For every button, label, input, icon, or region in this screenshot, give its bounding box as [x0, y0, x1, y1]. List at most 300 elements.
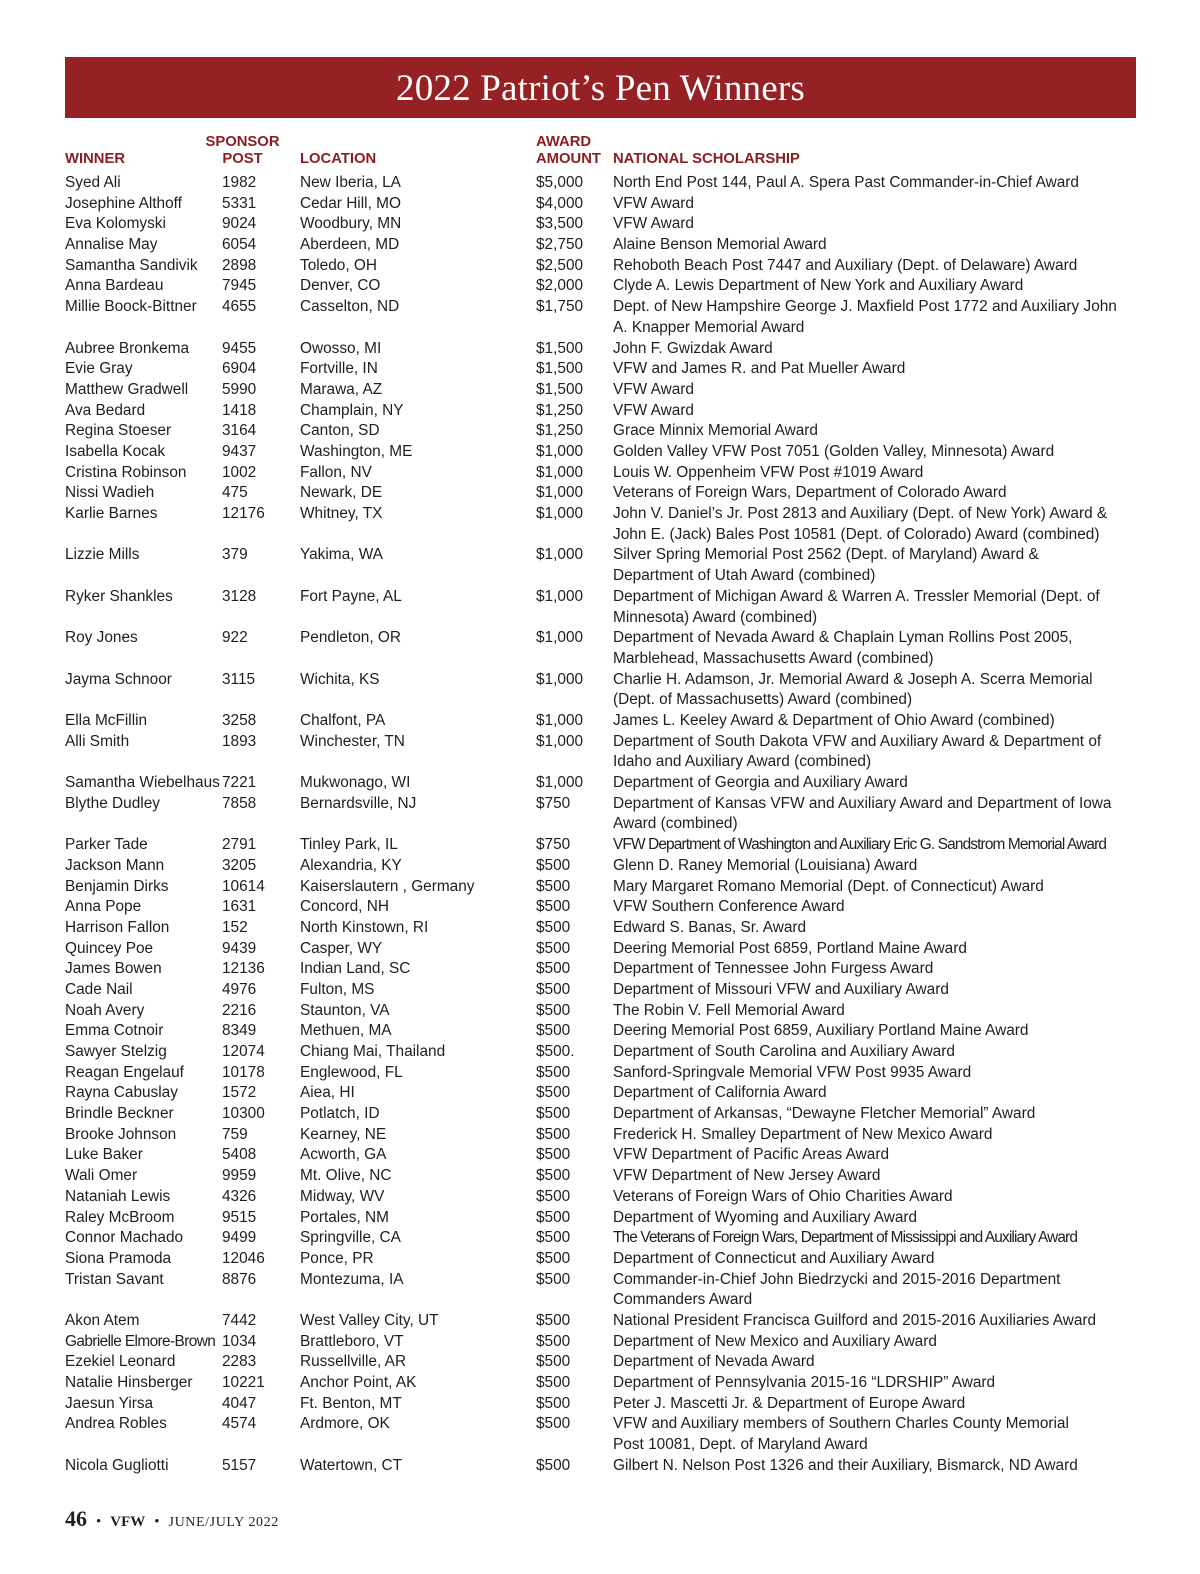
- national-scholarship: [613, 297, 1138, 338]
- award-amount: $1,000: [536, 484, 584, 502]
- scholarship-line: Glenn D. Raney Memorial (Louisiana) Award: [613, 856, 918, 874]
- scholarship-line: Department of Nevada Award: [613, 1353, 815, 1371]
- sponsor-post: 10221: [222, 1374, 265, 1392]
- sponsor-post: 12136: [222, 960, 265, 978]
- winner-name: Siona Pramoda: [65, 1249, 172, 1267]
- sponsor-post: 12176: [222, 505, 265, 523]
- location: Fulton, MS: [300, 980, 375, 998]
- scholarship-line: North End Post 144, Paul A. Spera Past Commander-in-Chief Award: [613, 174, 1079, 191]
- national-scholarship: [613, 173, 1138, 194]
- scholarship-line: VFW Department of New Jersey Award: [613, 1167, 881, 1185]
- winner-name: Aubree Bronkema: [65, 339, 190, 357]
- winner-name: Regina Stoeser: [65, 422, 172, 440]
- sponsor-post: 7858: [222, 794, 257, 812]
- scholarship-line: Gilbert N. Nelson Post 1326 and their Auxiliary, Bismarck, ND Award: [613, 1456, 1078, 1474]
- sponsor-post: 4655: [222, 298, 257, 316]
- table-header: [0, 128, 1200, 168]
- winner-name: Akon Atem: [65, 1311, 140, 1329]
- award-amount: $3,500: [536, 215, 584, 233]
- award-amount: $500: [536, 877, 571, 895]
- table-row: [0, 959, 1200, 980]
- award-amount: $750: [536, 794, 571, 812]
- national-scholarship: [613, 980, 1138, 1001]
- national-scholarship: [613, 1125, 1138, 1146]
- table-row: [0, 1166, 1200, 1187]
- winner-name: Anna Pope: [65, 898, 142, 916]
- sponsor-post: 10178: [222, 1063, 265, 1081]
- location: Aiea, HI: [300, 1084, 355, 1102]
- scholarship-line: National President Francisca Guilford and 2015-2016 Auxiliaries Award: [613, 1311, 1097, 1329]
- award-amount: $1,000: [536, 732, 584, 750]
- award-amount: $750: [536, 836, 571, 854]
- national-scholarship: [613, 276, 1138, 297]
- sponsor-post: 2791: [222, 836, 257, 854]
- table-row: [0, 877, 1200, 898]
- scholarship-line: Department of Michigan Award & Warren A. Tressler Memorial (Dept. of: [613, 587, 1100, 605]
- award-amount: $1,500: [536, 339, 584, 357]
- table-row: [0, 214, 1200, 235]
- national-scholarship: [613, 1104, 1138, 1125]
- scholarship-line: Edward S. Banas, Sr. Award: [613, 918, 807, 936]
- table-row: [0, 1063, 1200, 1084]
- scholarship-line: Frederick H. Smalley Department of New Mexico Award: [613, 1125, 993, 1143]
- table-row: [0, 359, 1200, 380]
- award-amount: $1,500: [536, 380, 584, 398]
- location: Denver, CO: [300, 277, 381, 295]
- header-national-scholarship: NATIONAL SCHOLARSHIP: [613, 151, 800, 167]
- national-scholarship: [613, 1187, 1138, 1208]
- national-scholarship: [613, 401, 1138, 422]
- table-row: [0, 1270, 1200, 1311]
- location: Mt. Olive, NC: [300, 1167, 392, 1185]
- award-amount: $500: [536, 1311, 571, 1329]
- table-row: [0, 297, 1200, 338]
- national-scholarship: [613, 1083, 1138, 1104]
- award-amount: $4,000: [536, 194, 584, 212]
- table-row: [0, 504, 1200, 545]
- winner-name: Josephine Althoff: [65, 194, 182, 212]
- national-scholarship: [613, 1311, 1138, 1332]
- award-amount: $1,000: [536, 463, 584, 481]
- sponsor-post: 1982: [222, 174, 257, 191]
- sponsor-post: 8349: [222, 1022, 257, 1040]
- scholarship-line: Charlie H. Adamson, Jr. Memorial Award & Joseph A. Scerra Memorial: [613, 670, 1093, 688]
- table-row: [0, 732, 1200, 773]
- location: Englewood, FL: [300, 1063, 403, 1081]
- award-amount: $500: [536, 856, 571, 874]
- winner-name: Roy Jones: [65, 629, 138, 647]
- header-award-amount: AWARD AMOUNT: [536, 134, 601, 167]
- award-amount: $500: [536, 918, 571, 936]
- location: Potlatch, ID: [300, 1105, 380, 1123]
- winner-name: Benjamin Dirks: [65, 877, 169, 895]
- magazine-name: VFW: [110, 1514, 146, 1530]
- national-scholarship: [613, 1270, 1138, 1311]
- scholarship-line: Award (combined): [613, 815, 738, 833]
- scholarship-line: VFW Southern Conference Award: [613, 898, 845, 916]
- table-row: [0, 421, 1200, 442]
- scholarship-line: Mary Margaret Romano Memorial (Dept. of Connecticut) Award: [613, 877, 1044, 895]
- winner-name: Andrea Robles: [65, 1415, 167, 1433]
- award-amount: $5,000: [536, 174, 584, 191]
- national-scholarship: [613, 835, 1138, 856]
- table-row: [0, 1187, 1200, 1208]
- winner-name: Raley McBroom: [65, 1208, 175, 1226]
- sponsor-post: 4047: [222, 1394, 257, 1412]
- table-row: [0, 587, 1200, 628]
- sponsor-post: 9024: [222, 215, 257, 233]
- location: Alexandria, KY: [300, 856, 402, 874]
- national-scholarship: [613, 1332, 1138, 1353]
- scholarship-line: Louis W. Oppenheim VFW Post #1019 Award: [613, 463, 924, 481]
- location: Ponce, PR: [300, 1249, 374, 1267]
- scholarship-line: Veterans of Foreign Wars of Ohio Charities Award: [613, 1187, 953, 1205]
- sponsor-post: 9959: [222, 1167, 257, 1185]
- scholarship-line: Clyde A. Lewis Department of New York and Auxiliary Award: [613, 277, 1024, 295]
- sponsor-post: 152: [222, 918, 248, 936]
- award-amount: $500: [536, 1146, 571, 1164]
- winner-name: Reagan Engelauf: [65, 1063, 184, 1081]
- winner-name: Jayma Schnoor: [65, 670, 172, 688]
- location: Bernardsville, NJ: [300, 794, 417, 812]
- winner-name: Eva Kolomyski: [65, 215, 166, 233]
- award-amount: $2,750: [536, 236, 584, 254]
- national-scholarship: [613, 670, 1138, 711]
- location: Montezuma, IA: [300, 1270, 404, 1288]
- national-scholarship: [613, 214, 1138, 235]
- table-row: [0, 794, 1200, 835]
- award-amount: $500: [536, 1022, 571, 1040]
- winner-name: Jaesun Yirsa: [65, 1394, 154, 1412]
- location: Fort Payne, AL: [300, 587, 402, 605]
- scholarship-line: Department of South Carolina and Auxiliary Award: [613, 1043, 955, 1060]
- winner-name: Isabella Kocak: [65, 442, 166, 460]
- sponsor-post: 759: [222, 1125, 248, 1143]
- winner-name: Annalise May: [65, 236, 158, 254]
- sponsor-post: 4574: [222, 1415, 257, 1433]
- sponsor-post: 379: [222, 546, 248, 564]
- scholarship-line: Deering Memorial Post 6859, Auxiliary Portland Maine Award: [613, 1022, 1029, 1040]
- national-scholarship: [613, 1352, 1138, 1373]
- sponsor-post: 2283: [222, 1353, 257, 1371]
- winner-name: Emma Cotnoir: [65, 1022, 164, 1040]
- location: New Iberia, LA: [300, 174, 401, 191]
- winner-name: Nataniah Lewis: [65, 1187, 171, 1205]
- table-row: [0, 1373, 1200, 1394]
- table-row: [0, 1332, 1200, 1353]
- sponsor-post: 475: [222, 484, 248, 502]
- sponsor-post: 3128: [222, 587, 257, 605]
- location: Tinley Park, IL: [300, 836, 398, 854]
- table-row: [0, 670, 1200, 711]
- location: Springville, CA: [300, 1229, 401, 1247]
- winner-name: Karlie Barnes: [65, 505, 158, 523]
- table-row: [0, 1352, 1200, 1373]
- location: Watertown, CT: [300, 1456, 403, 1474]
- winner-name: Ezekiel Leonard: [65, 1353, 176, 1371]
- location: West Valley City, UT: [300, 1311, 439, 1329]
- national-scholarship: [613, 628, 1138, 669]
- scholarship-line: Veterans of Foreign Wars, Department of Colorado Award: [613, 484, 1007, 502]
- award-amount: $1,000: [536, 670, 584, 688]
- sponsor-post: 9499: [222, 1229, 257, 1247]
- table-row: [0, 1083, 1200, 1104]
- winner-name: Samantha Wiebelhaus: [65, 774, 220, 792]
- scholarship-line: Department of Nevada Award & Chaplain Lyman Rollins Post 2005,: [613, 629, 1073, 647]
- national-scholarship: [613, 877, 1138, 898]
- location: Fortville, IN: [300, 360, 378, 378]
- award-amount: $500.: [536, 1043, 575, 1060]
- award-amount: $500: [536, 939, 571, 957]
- scholarship-line: Dept. of New Hampshire George J. Maxfield Post 1772 and Auxiliary John: [613, 298, 1117, 316]
- winner-name: Cristina Robinson: [65, 463, 187, 481]
- scholarship-line: A. Knapper Memorial Award: [613, 318, 805, 336]
- winner-name: Millie Boock-Bittner: [65, 298, 197, 316]
- table-row: [0, 380, 1200, 401]
- location: Casselton, ND: [300, 298, 400, 316]
- award-amount: $1,500: [536, 360, 584, 378]
- award-amount: $500: [536, 1063, 571, 1081]
- sponsor-post: 10614: [222, 877, 265, 895]
- sponsor-post: 1002: [222, 463, 257, 481]
- scholarship-line: Peter J. Mascetti Jr. & Department of Europe Award: [613, 1394, 966, 1412]
- table-row: [0, 1125, 1200, 1146]
- table-row: [0, 173, 1200, 194]
- table-row: [0, 897, 1200, 918]
- national-scholarship: [613, 359, 1138, 380]
- scholarship-line: Golden Valley VFW Post 7051 (Golden Valley, Minnesota) Award: [613, 442, 1055, 460]
- sponsor-post: 5331: [222, 194, 257, 212]
- scholarship-line: Minnesota) Award (combined): [613, 608, 818, 626]
- sponsor-post: 6904: [222, 360, 257, 378]
- sponsor-post: 9437: [222, 442, 257, 460]
- sponsor-post: 2898: [222, 256, 257, 274]
- scholarship-line: Department of Pennsylvania 2015-16 “LDRSHIP” Award: [613, 1374, 996, 1392]
- scholarship-line: (Dept. of Massachusetts) Award (combined): [613, 691, 913, 709]
- sponsor-post: 1893: [222, 732, 257, 750]
- location: Kaiserslautern , Germany: [300, 877, 475, 895]
- sponsor-post: 9455: [222, 339, 257, 357]
- award-amount: $1,000: [536, 546, 584, 564]
- award-amount: $500: [536, 1374, 571, 1392]
- national-scholarship: [613, 1414, 1138, 1455]
- location: Newark, DE: [300, 484, 383, 502]
- award-amount: $500: [536, 1105, 571, 1123]
- location: Wichita, KS: [300, 670, 380, 688]
- sponsor-post: 5157: [222, 1456, 257, 1474]
- location: Brattleboro, VT: [300, 1332, 404, 1350]
- table-row: [0, 773, 1200, 794]
- scholarship-line: Department of Georgia and Auxiliary Award: [613, 774, 908, 792]
- national-scholarship: [613, 1208, 1138, 1229]
- scholarship-line: VFW and Auxiliary members of Southern Charles County Memorial: [613, 1415, 1069, 1433]
- scholarship-line: The Veterans of Foreign Wars, Department of Mississippi and Auxiliary Award: [613, 1229, 1078, 1247]
- winner-name: Tristan Savant: [65, 1270, 164, 1288]
- scholarship-line: Deering Memorial Post 6859, Portland Maine Award: [613, 939, 967, 957]
- title-banner: [65, 57, 1136, 118]
- award-amount: $500: [536, 1249, 571, 1267]
- winner-name: Syed Ali: [65, 174, 121, 191]
- award-amount: $500: [536, 1167, 571, 1185]
- national-scholarship: [613, 339, 1138, 360]
- national-scholarship: [613, 194, 1138, 215]
- scholarship-line: James L. Keeley Award & Department of Ohio Award (combined): [613, 711, 1055, 729]
- national-scholarship: [613, 463, 1138, 484]
- table-row: [0, 1311, 1200, 1332]
- location: Kearney, NE: [300, 1125, 387, 1143]
- table-row: [0, 835, 1200, 856]
- scholarship-line: Department of Connecticut and Auxiliary Award: [613, 1249, 935, 1267]
- location: Ardmore, OK: [300, 1415, 390, 1433]
- winner-name: Jackson Mann: [65, 856, 165, 874]
- sponsor-post: 3115: [222, 670, 256, 688]
- winner-name: Wali Omer: [65, 1167, 138, 1185]
- national-scholarship: [613, 897, 1138, 918]
- sponsor-post: 6054: [222, 236, 257, 254]
- award-amount: $1,250: [536, 422, 584, 440]
- location: Midway, WV: [300, 1187, 385, 1205]
- location: Cedar Hill, MO: [300, 194, 401, 212]
- national-scholarship: [613, 794, 1138, 835]
- table-row: [0, 1145, 1200, 1166]
- national-scholarship: [613, 442, 1138, 463]
- winner-name: Luke Baker: [65, 1146, 143, 1164]
- national-scholarship: [613, 711, 1138, 732]
- winner-name: James Bowen: [65, 960, 162, 978]
- national-scholarship: [613, 773, 1138, 794]
- award-amount: $500: [536, 1332, 571, 1350]
- sponsor-post: 3205: [222, 856, 257, 874]
- scholarship-line: Department of Missouri VFW and Auxiliary Award: [613, 980, 949, 998]
- location: Mukwonago, WI: [300, 774, 411, 792]
- sponsor-post: 8876: [222, 1270, 257, 1288]
- location: Chalfont, PA: [300, 711, 386, 729]
- winner-name: Alli Smith: [65, 732, 130, 750]
- sponsor-post: 1631: [222, 898, 257, 916]
- scholarship-line: Department of California Award: [613, 1084, 827, 1102]
- national-scholarship: [613, 1166, 1138, 1187]
- award-amount: $500: [536, 980, 571, 998]
- sponsor-post: 1572: [222, 1084, 257, 1102]
- sponsor-post: 10300: [222, 1105, 265, 1123]
- sponsor-post: 4326: [222, 1187, 257, 1205]
- scholarship-line: VFW Award: [613, 215, 694, 233]
- location: North Kinstown, RI: [300, 918, 429, 936]
- location: Anchor Point, AK: [300, 1374, 417, 1392]
- sponsor-post: 922: [222, 629, 248, 647]
- winner-name: Rayna Cabuslay: [65, 1084, 178, 1102]
- scholarship-line: Silver Spring Memorial Post 2562 (Dept. of Maryland) Award &: [613, 546, 1039, 564]
- location: Champlain, NY: [300, 401, 404, 419]
- table-row: [0, 256, 1200, 277]
- award-amount: $1,000: [536, 711, 584, 729]
- scholarship-line: Post 10081, Dept. of Maryland Award: [613, 1436, 868, 1454]
- winner-name: Brindle Beckner: [65, 1105, 174, 1123]
- award-amount: $1,000: [536, 442, 584, 460]
- table-row: [0, 545, 1200, 586]
- location: Chiang Mai, Thailand: [300, 1043, 446, 1060]
- national-scholarship: [613, 1042, 1138, 1063]
- header-sponsor-post: SPONSOR POST: [205, 134, 280, 167]
- winner-name: Noah Avery: [65, 1001, 145, 1019]
- national-scholarship: [613, 856, 1138, 877]
- winner-name: Harrison Fallon: [65, 918, 170, 936]
- scholarship-line: Alaine Benson Memorial Award: [613, 236, 827, 254]
- sponsor-post: 3164: [222, 422, 257, 440]
- winner-name: Samantha Sandivik: [65, 256, 198, 274]
- sponsor-post: 7442: [222, 1311, 257, 1329]
- table-row: [0, 276, 1200, 297]
- table-row: [0, 194, 1200, 215]
- award-amount: $1,250: [536, 401, 584, 419]
- separator-dot: •: [96, 1514, 102, 1530]
- national-scholarship: [613, 483, 1138, 504]
- scholarship-line: Grace Minnix Memorial Award: [613, 422, 818, 440]
- table-row: [0, 1001, 1200, 1022]
- national-scholarship: [613, 256, 1138, 277]
- sponsor-post: 5408: [222, 1146, 257, 1164]
- scholarship-line: VFW Award: [613, 380, 694, 398]
- table-row: [0, 1228, 1200, 1249]
- table-row: [0, 442, 1200, 463]
- winner-name: Gabrielle Elmore-Brown: [65, 1332, 216, 1350]
- award-amount: $500: [536, 1084, 571, 1102]
- scholarship-line: John F. Gwizdak Award: [613, 339, 773, 357]
- separator-dot: •: [154, 1514, 160, 1530]
- sponsor-post: 3258: [222, 711, 257, 729]
- scholarship-line: Rehoboth Beach Post 7447 and Auxiliary (Dept. of Delaware) Award: [613, 256, 1078, 274]
- location: Methuen, MA: [300, 1022, 392, 1040]
- winner-name: Evie Gray: [65, 360, 133, 378]
- table-row: [0, 401, 1200, 422]
- table-row: [0, 1456, 1200, 1477]
- scholarship-line: Department of Kansas VFW and Auxiliary Award and Department of Iowa: [613, 794, 1112, 812]
- scholarship-line: Department of South Dakota VFW and Auxiliary Award & Department of: [613, 732, 1102, 750]
- table-row: [0, 483, 1200, 504]
- winner-name: Connor Machado: [65, 1229, 184, 1247]
- header-location: LOCATION: [300, 151, 377, 167]
- national-scholarship: [613, 380, 1138, 401]
- location: Pendleton, OR: [300, 629, 401, 647]
- national-scholarship: [613, 545, 1138, 586]
- award-amount: $1,000: [536, 629, 584, 647]
- national-scholarship: [613, 939, 1138, 960]
- winner-name: Matthew Gradwell: [65, 380, 189, 398]
- location: Owosso, MI: [300, 339, 382, 357]
- winner-name: Cade Nail: [65, 980, 133, 998]
- national-scholarship: [613, 1249, 1138, 1270]
- award-amount: $500: [536, 1208, 571, 1226]
- winner-name: Blythe Dudley: [65, 794, 160, 812]
- award-amount: $500: [536, 960, 571, 978]
- scholarship-line: Marblehead, Massachusetts Award (combined): [613, 649, 934, 667]
- national-scholarship: [613, 1228, 1138, 1249]
- scholarship-line: Idaho and Auxiliary Award (combined): [613, 753, 872, 771]
- location: Indian Land, SC: [300, 960, 411, 978]
- national-scholarship: [613, 1373, 1138, 1394]
- sponsor-post: 7221: [222, 774, 257, 792]
- sponsor-post: 12046: [222, 1249, 265, 1267]
- table-row: [0, 1208, 1200, 1229]
- award-amount: $1,750: [536, 298, 584, 316]
- scholarship-line: VFW Department of Pacific Areas Award: [613, 1146, 890, 1164]
- table-row: [0, 463, 1200, 484]
- winners-table: [0, 173, 1200, 1476]
- scholarship-line: Commander-in-Chief John Biedrzycki and 2015-2016 Department: [613, 1270, 1061, 1288]
- location: Russellville, AR: [300, 1353, 407, 1371]
- award-amount: $500: [536, 1415, 571, 1433]
- table-row: [0, 980, 1200, 1001]
